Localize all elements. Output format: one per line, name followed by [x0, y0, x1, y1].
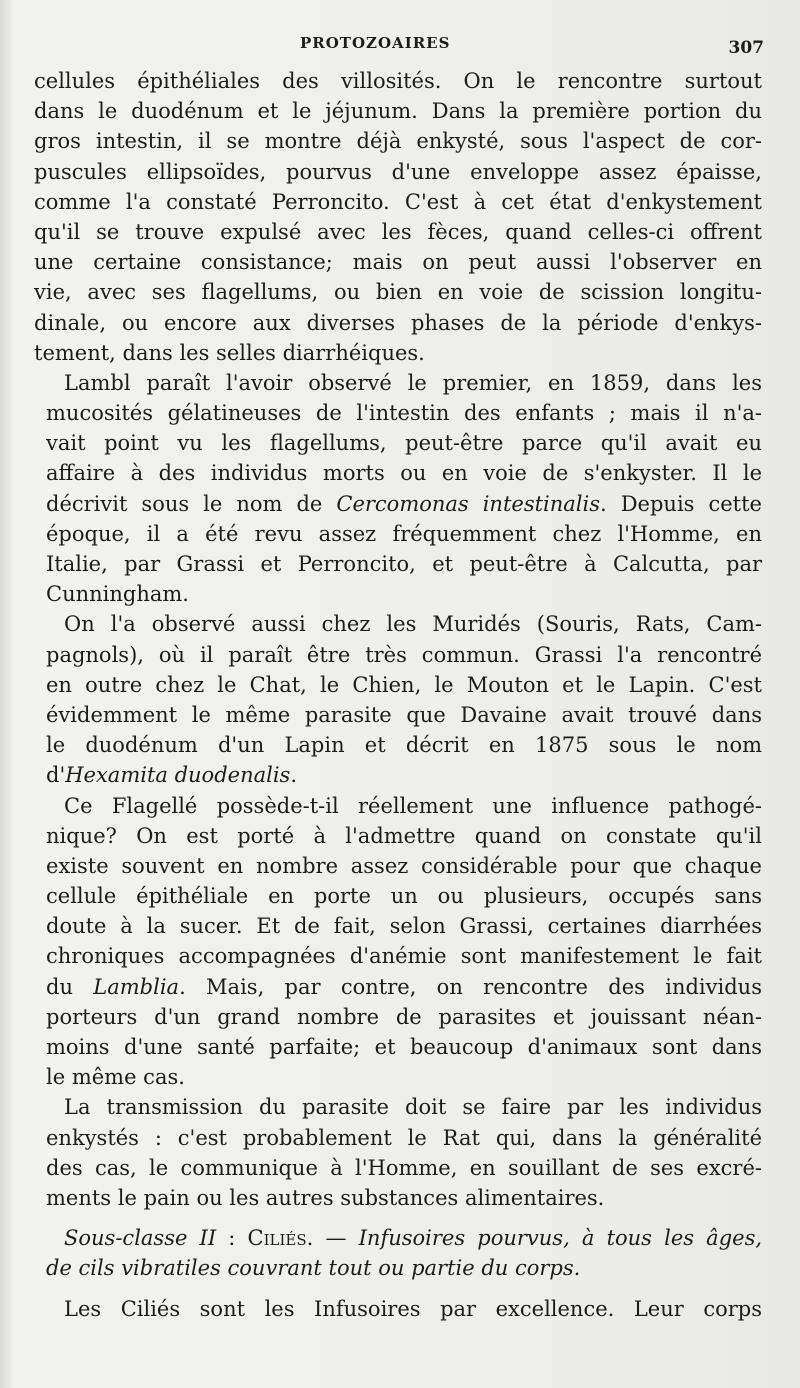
text-fragment: .: [290, 763, 298, 788]
text-line: qu'il se trouve expulsé avec les fèces, quand celles-ci offrent: [34, 219, 762, 244]
text-line: nique? On est porté à l'admettre quand on constate qu'il: [46, 823, 762, 848]
text-line: époque, il a été revu assez fréquemment chez l'Homme, en: [46, 521, 762, 546]
text-line: cellules épithéliales des villosités. On le rencontre surtout: [34, 69, 762, 93]
text-line: Cunningham.: [46, 582, 189, 607]
text-line: existe souvent en nombre assez considérable pour que chaque: [46, 853, 762, 878]
text-line: comme l'a constaté Perroncito. C'est à cet état d'enkystement: [34, 189, 762, 214]
subclass-label: Sous-classe II: [64, 1226, 217, 1251]
section-gap: [46, 1284, 762, 1294]
taxon-name: Cercomonas intestinalis: [336, 491, 601, 516]
text-fragment: . Mais, par contre, on rencontre des individus: [179, 974, 762, 999]
text-fragment: . Depuis cette: [600, 491, 762, 516]
text-line: [46, 489, 762, 519]
subclass-name: Ciliés: [247, 1226, 307, 1251]
taxon-name: Hexamita duodenalis: [65, 763, 291, 788]
text-fragment: d': [46, 763, 66, 788]
text-fragment: décrivit sous le nom de: [46, 491, 323, 516]
running-title: PROTOZOAIRES: [300, 34, 451, 52]
text-line: mucosités gélatineuses de l'intestin des enfants ; mais il n'a-: [46, 401, 762, 426]
text-line: Les Ciliés sont les Infusoires par excellence. Leur corps: [64, 1296, 762, 1321]
text-line: Lambl paraît l'avoir observé le premier, en 1859, dans les: [64, 370, 762, 395]
text-line: La transmission du parasite doit se faire par les individus: [64, 1095, 762, 1120]
text-fragment: :: [216, 1226, 248, 1251]
text-line: dinale, ou encore aux diverses phases de la période d'enkys-: [34, 310, 762, 335]
text-line: cellule épithéliale en porte un ou plusieurs, occupés sans: [46, 884, 762, 909]
text-line: des cas, le communique à l'Homme, en souillant de ses excré-: [46, 1155, 762, 1180]
text-line: évidemment le même parasite que Davaine avait trouvé dans: [46, 702, 762, 727]
text-line: le duodénum d'un Lapin et décrit en 1875 sous le nom: [46, 733, 762, 758]
text-line: affaire à des individus morts ou en voie de s'enkyster. Il le: [46, 461, 762, 486]
text-fragment: du: [46, 974, 73, 999]
text-line: tement, dans les selles diarrhéiques.: [34, 340, 425, 365]
page-number: 307: [728, 38, 764, 58]
subclass-definition: Infusoires pourvus, à tous les âges,: [358, 1226, 763, 1251]
subclass-definition-continued: de cils vibratiles couvrant tout ou partie du corps.: [46, 1256, 581, 1281]
text-line: une certaine consistance; mais on peut aussi l'observer en: [34, 250, 762, 275]
taxon-name: Lamblia: [93, 974, 180, 999]
page-header: [0, 34, 800, 58]
text-line: Ce Flagellé possède-t-il réellement une influence pathogé-: [64, 793, 762, 818]
text-line: le même cas.: [46, 1065, 185, 1090]
text-line: en outre chez le Chat, le Chien, le Mouton et le Lapin. C'est: [46, 672, 762, 697]
text-line: ments le pain ou les autres substances alimentaires.: [46, 1185, 605, 1210]
text-line: vie, avec ses flagellums, ou bien en voie de scission longitu-: [34, 280, 762, 305]
text-line: gros intestin, il se montre déjà enkysté, sous l'aspect de cor-: [34, 129, 762, 154]
text-line: vait point vu les flagellums, peut-être parce qu'il avait eu: [46, 431, 762, 456]
text-line: [46, 972, 762, 1002]
text-line: Italie, par Grassi et Perroncito, et peut-être à Calcutta, par: [46, 552, 762, 576]
section-gap: [46, 1213, 762, 1223]
subclass-heading: [46, 1223, 762, 1253]
text-line: On l'a observé aussi chez les Muridés (Souris, Rats, Cam-: [64, 612, 762, 637]
text-line: dans le duodénum et le jéjunum. Dans la première portion du: [34, 99, 762, 124]
text-line: puscules ellipsoïdes, pourvus d'une enveloppe assez épaisse,: [34, 159, 762, 184]
text-line: [46, 760, 762, 790]
text-line: moins d'une santé parfaite; et beaucoup d'animaux sont dans: [46, 1035, 762, 1059]
text-line: doute à la sucer. Et de fait, selon Grassi, certaines diarrhées: [46, 914, 762, 939]
text-fragment: . —: [306, 1226, 359, 1251]
text-line: pagnols), où il paraît être très commun. Grassi l'a rencontré: [46, 642, 762, 667]
text-line: porteurs d'un grand nombre de parasites et jouissant néan-: [46, 1004, 762, 1029]
body-text: [34, 66, 763, 1324]
text-line: chroniques accompagnées d'anémie sont manifestement le fait: [46, 944, 762, 969]
text-line: enkystés : c'est probablement le Rat qui, dans la généralité: [46, 1125, 762, 1150]
